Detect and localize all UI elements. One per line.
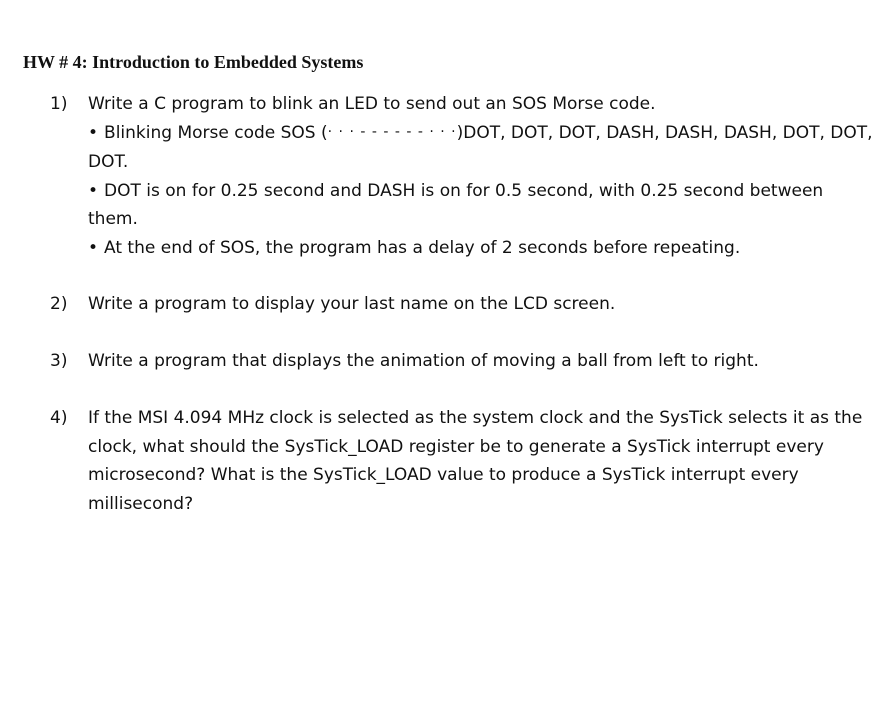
bullet-symbol: • <box>88 237 99 258</box>
bullet-item <box>88 177 878 234</box>
question-3 <box>50 347 870 376</box>
question-4 <box>50 404 870 518</box>
question-1 <box>50 90 873 262</box>
bullet-item <box>88 119 878 177</box>
morse-code-sequence: · · · - - - - - - · · · <box>327 123 457 140</box>
bullet-prefix: Blinking Morse code SOS ( <box>104 122 328 143</box>
question-text: Write a C program to blink an LED to send out an SOS Morse code. <box>88 94 656 114</box>
question-number: 4) <box>50 408 68 428</box>
question-text: Write a program to display your last name on the LCD screen. <box>88 294 616 314</box>
bullet-item <box>88 234 878 263</box>
question-number: 3) <box>50 351 68 371</box>
question-text: If the MSI 4.094 MHz clock is selected as the system clock and the SysTick selects it as the clock, what should the SysTick_LOAD register be to generate a SysTick interrupt every microsecond? What is the SysTick_LOAD value to produce a SysTick interrupt every millisecond? <box>88 408 863 514</box>
bullet-symbol: • <box>88 122 99 143</box>
question-number: 1) <box>50 94 68 114</box>
bullet-text: At the end of SOS, the program has a delay of 2 seconds before repeating. <box>104 237 741 258</box>
question-2 <box>50 290 870 319</box>
question-number: 2) <box>50 294 68 314</box>
bullet-text: DOT is on for 0.25 second and DASH is on for 0.5 second, with 0.25 second between them. <box>88 180 824 229</box>
homework-title: HW # 4: Introduction to Embedded Systems <box>23 52 364 72</box>
bullet-suffix: )DOT, DOT, DOT, DASH, DASH, DASH, DOT, DOT, DOT. <box>88 122 873 172</box>
question-text: Write a program that displays the animation of moving a ball from left to right. <box>88 351 759 371</box>
bullet-symbol: • <box>88 180 99 201</box>
